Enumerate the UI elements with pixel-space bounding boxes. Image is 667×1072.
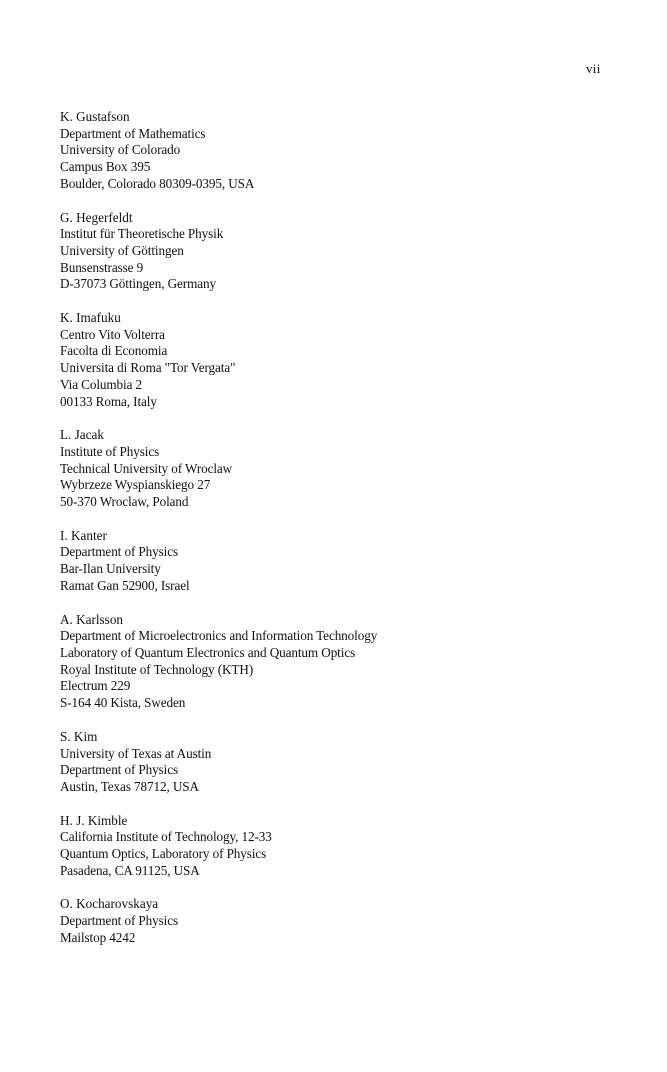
affiliation-line: University of Texas at Austin <box>60 745 212 761</box>
affiliation-line: Pasadena, CA 91125, USA <box>60 862 200 878</box>
affiliation-line: Electrum 229 <box>60 678 131 694</box>
affiliation-line: Department of Mathematics <box>60 125 206 141</box>
affiliation-line: Campus Box 395 <box>60 159 151 175</box>
affiliation-line: Technical University of Wroclaw <box>60 460 233 476</box>
affiliation-line: Austin, Texas 78712, USA <box>60 778 199 794</box>
contributor-entry <box>60 210 640 294</box>
contributor-entry <box>60 310 640 410</box>
affiliation-line: Facolta di Economia <box>60 343 168 359</box>
affiliation-line: Ramat Gan 52900, Israel <box>60 577 190 593</box>
affiliation-line: Department of Physics <box>60 544 179 560</box>
affiliation-line: S-164 40 Kista, Sweden <box>60 695 186 711</box>
affiliation-line: California Institute of Technology, 12-33 <box>60 829 272 845</box>
affiliation-line: Boulder, Colorado 80309-0395, USA <box>60 175 255 191</box>
contributor-entry <box>60 612 640 712</box>
affiliation-line: Department of Physics <box>60 762 179 778</box>
affiliation-line: Mailstop 4242 <box>60 929 136 945</box>
contributor-entry <box>60 896 640 946</box>
contributor-entry <box>60 427 640 511</box>
contributor-name: I. Kanter <box>60 527 107 543</box>
contributor-name: K. Gustafson <box>60 109 130 124</box>
contributor-entry <box>60 729 640 796</box>
affiliation-line: University of Göttingen <box>60 242 184 258</box>
contributor-name: L. Jacak <box>60 427 104 443</box>
affiliation-line: Universita di Roma "Tor Vergata" <box>60 360 236 376</box>
contributor-entry <box>60 528 640 595</box>
contributor-name: H. J. Kimble <box>60 812 128 828</box>
page-number: vii <box>586 61 601 76</box>
affiliation-line: Bunsenstrasse 9 <box>60 259 144 275</box>
affiliation-line: Institut für Theoretische Physik <box>60 226 224 242</box>
affiliation-line: 00133 Roma, Italy <box>60 393 157 409</box>
affiliation-line: Department of Physics <box>60 913 179 929</box>
affiliation-line: Department of Microelectronics and Information Technology <box>60 628 378 644</box>
contributor-name: A. Karlsson <box>60 611 124 627</box>
affiliation-line: D-37073 Göttingen, Germany <box>60 276 216 292</box>
contributor-name: O. Kocharovskaya <box>60 896 159 912</box>
affiliation-line: 50-370 Wroclaw, Poland <box>60 494 189 510</box>
affiliation-line: Royal Institute of Technology (KTH) <box>60 661 254 677</box>
affiliation-line: Institute of Physics <box>60 443 160 459</box>
contributor-entry <box>60 109 640 193</box>
contributor-name: S. Kim <box>60 728 98 744</box>
affiliation-line: Quantum Optics, Laboratory of Physics <box>60 846 267 862</box>
affiliation-line: Laboratory of Quantum Electronics and Quantum Optics <box>60 644 356 660</box>
affiliation-line: Wybrzeze Wyspianskiego 27 <box>60 477 211 493</box>
contributor-name: G. Hegerfeldt <box>60 209 133 225</box>
affiliation-line: University of Colorado <box>60 142 181 158</box>
contributor-entry <box>60 813 640 880</box>
contributor-list <box>60 109 640 964</box>
affiliation-line: Centro Vito Volterra <box>60 326 165 342</box>
affiliation-line: Via Columbia 2 <box>60 376 143 392</box>
affiliation-line: Bar-Ilan University <box>60 561 161 577</box>
contributor-name: K. Imafuku <box>60 310 121 326</box>
